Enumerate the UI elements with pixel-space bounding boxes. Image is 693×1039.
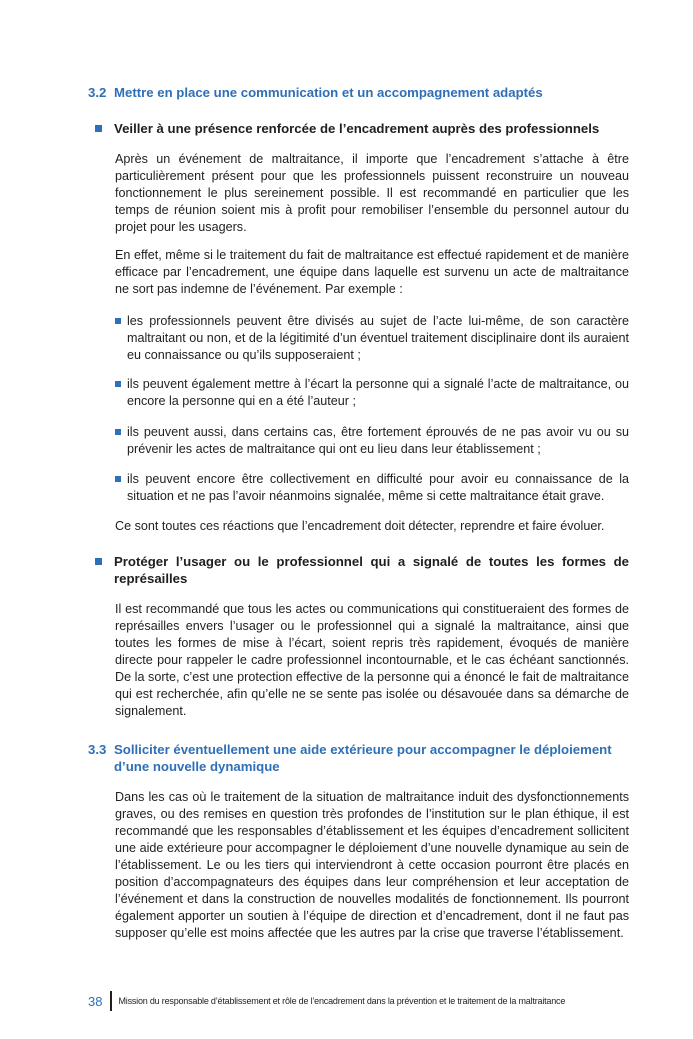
list-item bbox=[115, 376, 629, 410]
page-footer bbox=[88, 991, 565, 1011]
list-item-text: ils peuvent encore être collectivement en difficulté pour avoir eu connaissance de la situation et ne pas l’avoir néanmoins signalée, même si cette maltraitance était grave. bbox=[127, 472, 629, 503]
paragraph: Il est recommandé que tous les actes ou communications qui constitueraient des formes de représailles envers l’usager ou le professionnel qui a signalé la maltraitance, ainsi que toutes les formes de mise à l’écart, soient repris très rapidement, évoqués de manière directe pour rappeler le cadre professionnel incontournable, et le cas échéant sanctionnés. De la sorte, c’est une protection effective de la personne qui a énoncé le fait de maltraitance qui est recherchée, afin qu’elle ne se sente pas isolée ou désavouée dans sa démarche de signalement. bbox=[115, 602, 629, 718]
section-number: 3.3 bbox=[88, 742, 107, 757]
section-number: 3.2 bbox=[88, 85, 107, 100]
page-number: 38 bbox=[88, 993, 103, 1009]
subheading-proteger-usager bbox=[95, 553, 629, 587]
subheading-presence-encadrement bbox=[95, 120, 629, 137]
square-bullet-icon bbox=[115, 381, 121, 387]
list-item-text: ils peuvent également mettre à l’écart la personne qui a signalé l’acte de maltraitance, ou encore la personne qui en a été l’auteur ; bbox=[127, 377, 629, 408]
section-heading-3-2 bbox=[88, 84, 636, 101]
paragraph: Dans les cas où le traitement de la situation de maltraitance induit des dysfonctionnements graves, ou des remises en question très profondes de l’institution sur le plan éthique, il est recommandé que les responsables d’établissement et les équipes d’encadrement sollicitent une aide extérieure pour accompagner le déploiement d’une nouvelle dynamique au sein de l’établissement. Le ou les tiers qui interviendront à cette occasion pourront être placés en position d’accompagnateurs des équipes dans leur compréhension et leur acceptation de l’événement et dans la construction de nouvelles modalités de fonctionnement. Ils pourront également apporter un soutien à l’équipe de direction et d’encadrement, dont il ne faut pas supposer qu’elle est moins affectée que les autres par la crise que traverse l’établissement. bbox=[115, 790, 629, 940]
list-item bbox=[115, 471, 629, 505]
list-item-text: ils peuvent aussi, dans certains cas, être fortement éprouvés de ne pas avoir vu ou su prévenir les actes de maltraitance qui ont eu lieu dans leur établissement ; bbox=[127, 425, 629, 456]
paragraph: Après un événement de maltraitance, il importe que l’encadrement s’attache à être particulièrement présent pour que les professionnels puissent reconstruire un nouveau fonctionnement le plus sereinement possible. Il est recommandé en particulier que les temps de réunion soient mis à profit pour remobiliser l’ensemble du personnel autour du projet pour les usagers. bbox=[115, 152, 629, 234]
subheading-title: Protéger l’usager ou le professionnel qui a signalé de toutes les formes de représailles bbox=[114, 554, 629, 586]
paragraph: En effet, même si le traitement du fait de maltraitance est effectué rapidement et de manière efficace par l’encadrement, une équipe dans laquelle est survenu un acte de maltraitance ne sort pas indemne de l’événement. Par exemple : bbox=[115, 248, 629, 296]
footer-text: Mission du responsable d’établissement et rôle de l’encadrement dans la prévention et le traitement de la maltraitance bbox=[118, 996, 566, 1006]
list-item bbox=[115, 424, 629, 458]
list-item-text: les professionnels peuvent être divisés au sujet de l’acte lui-même, de son caractère maltraitant ou non, et de la légitimité d’un éventuel traitement disciplinaire dont ils auraient eu connaissance ou qu’ils supposeraient ; bbox=[127, 314, 629, 362]
list-item bbox=[115, 313, 629, 364]
square-bullet-icon bbox=[115, 476, 121, 482]
section-heading-3-3 bbox=[88, 741, 636, 775]
square-bullet-icon bbox=[95, 558, 102, 565]
square-bullet-icon bbox=[95, 125, 102, 132]
paragraph: Ce sont toutes ces réactions que l’encadrement doit détecter, reprendre et faire évoluer. bbox=[115, 519, 605, 533]
subheading-title: Veiller à une présence renforcée de l’encadrement auprès des professionnels bbox=[114, 121, 600, 136]
square-bullet-icon bbox=[115, 429, 121, 435]
section-title: Solliciter éventuellement une aide extérieure pour accompagner le déploiement d’une nouvelle dynamique bbox=[114, 742, 612, 774]
square-bullet-icon bbox=[115, 318, 121, 324]
footer-divider bbox=[110, 991, 112, 1011]
section-title: Mettre en place une communication et un accompagnement adaptés bbox=[114, 85, 543, 100]
